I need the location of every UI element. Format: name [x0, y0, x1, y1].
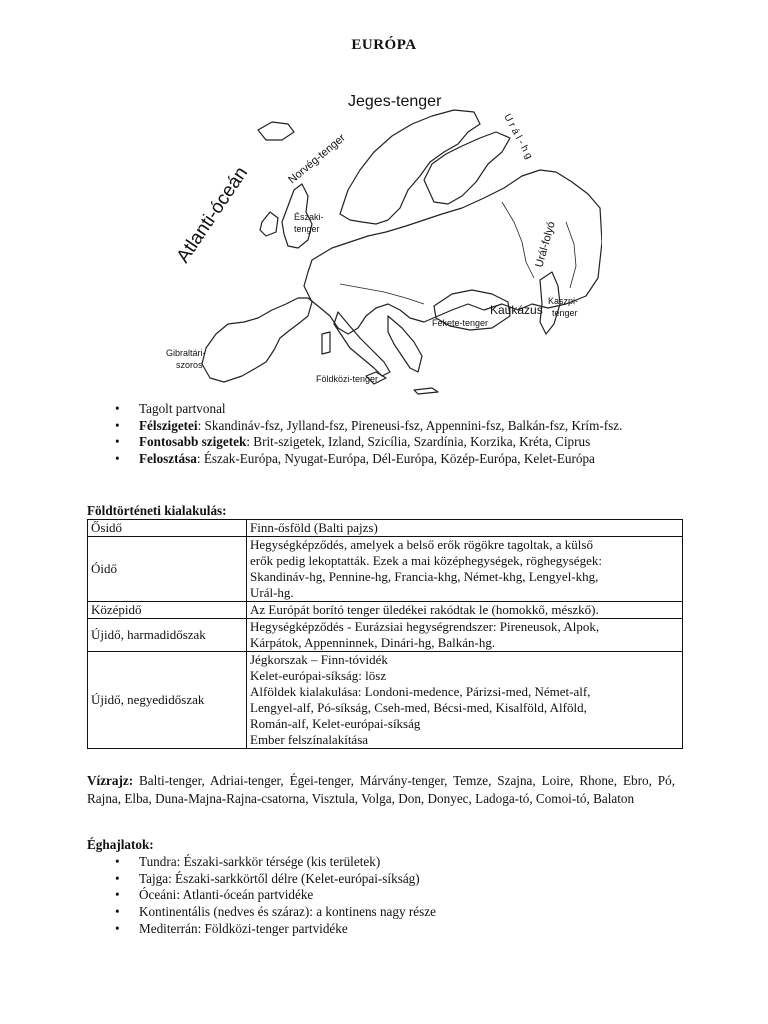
era-cell: Ősidő [88, 520, 247, 537]
hydrography-label: Vízrajz: [87, 773, 134, 788]
map-label-fekete-tenger: Fekete-tenger [432, 318, 489, 328]
list-item: • Mediterrán: Földközi-tenger partvidéke [113, 921, 676, 938]
map-label-ural-hg: U r á l - h g [501, 112, 535, 162]
europe-map [162, 72, 602, 398]
scandinavia-outline [340, 110, 480, 224]
era-cell: Újidő, negyedidőszak [88, 652, 247, 749]
era-cell: Középidő [88, 602, 247, 619]
map-label-atlanti-ocean: Atlanti-óceán [172, 163, 253, 267]
map-label-gibraltar-1: Gibraltári- [166, 348, 206, 358]
description-cell: Hegységképződés - Eurázsiai hegységrendszer: Pireneusok, Alpok, Kárpátok, Appenninnek, Dinári-hg, Balkán-hg. [247, 619, 683, 652]
sardinia-outline [322, 332, 330, 354]
crete-outline [414, 388, 438, 394]
map-label-kaszpi-tenger-2: tenger [552, 308, 578, 318]
map-label-kaszpi-tenger-1: Kaszpi- [548, 296, 579, 306]
table-row [88, 520, 683, 537]
era-cell: Óidő [88, 537, 247, 602]
facts-list [113, 401, 676, 468]
hydrography-text: Balti-tenger, Adriai-tenger, Égei-tenger, Márvány-tenger, Temze, Szajna, Loire, Rhone, Ebro, Pó, Rajna, Elba, Duna-Majna-Rajna-csatorna, Visztula, Volga, Don, Donyec, Ladoga-tó, Comoi-tó, Balaton [87, 773, 675, 806]
danube-river [340, 284, 424, 304]
fact-szigetek: • Fontosabb szigetek: Brit-szigetek, Izland, Szicília, Szardínia, Korzika, Kréta, Ciprus [113, 434, 676, 451]
page-title: EURÓPA [351, 37, 417, 53]
geology-table [87, 519, 683, 749]
description-cell: Hegységképződés, amelyek a belső erők rögökre tagoltak, a külső erők pedig lekoptatták. Ezek a mai középhegységek, röghegységek: Skandináv-hg, Pennine-hg, Francia-khg, Német-khg, Lengyel-khg, Urál-hg. [247, 537, 683, 602]
map-label-jeges-tenger: Jeges-tenger [348, 93, 442, 110]
map-label-eszaki-tenger-2: tenger [294, 224, 320, 234]
ireland-outline [260, 212, 278, 236]
finland-outline [424, 132, 510, 204]
table-row [88, 652, 683, 749]
table-row [88, 602, 683, 619]
list-item: • Kontinentális (nedves és száraz): a kontinens nagy része [113, 904, 676, 921]
map-label-kaukazus: Kaukázus [490, 303, 543, 317]
map-label-foldkozi-tenger: Földközi-tenger [316, 374, 379, 384]
description-cell: Finn-ősföld (Balti pajzs) [247, 520, 683, 537]
volga-river [502, 202, 534, 278]
ural-river [566, 222, 576, 288]
list-item: • Óceáni: Atlanti-óceán partvidéke [113, 887, 676, 904]
era-cell: Újidő, harmadidőszak [88, 619, 247, 652]
hydrography-paragraph [87, 772, 675, 807]
europe-map-drawing [162, 72, 602, 398]
fact-felszigetei: • Félszigetei: Skandináv-fsz, Jylland-fsz, Pireneusi-fsz, Appennini-fsz, Balkán-fsz, Krím-fsz. [113, 418, 676, 435]
list-item: • Tajga: Északi-sarkkörtől délre (Kelet-európai-síkság) [113, 871, 676, 888]
geology-heading: Földtörténeti kialakulás: [87, 503, 227, 518]
climate-list [113, 854, 676, 938]
map-label-norveg-tenger: Norvég-tenger [286, 131, 348, 187]
list-item: • Tundra: Északi-sarkkör térsége (kis területek) [113, 854, 676, 871]
map-label-eszaki-tenger-1: Északi- [294, 212, 324, 222]
table-row [88, 537, 683, 602]
description-cell: Az Európát borító tenger üledékei rakódtak le (homokkő, mészkő). [247, 602, 683, 619]
map-label-gibraltar-2: szoros [176, 360, 203, 370]
fact-partvonal: • Tagolt partvonal [113, 401, 676, 418]
fact-felosztasa: • Felosztása: Észak-Európa, Nyugat-Európa, Dél-Európa, Közép-Európa, Kelet-Európa [113, 451, 676, 468]
continent-outline [202, 170, 602, 382]
description-cell: Jégkorszak – Finn-tóvidék Kelet-európai-síkság: lösz Alföldek kialakulása: Londoni-medence, Párizsi-med, Német-alf, Lengyel-alf, Pó-síkság, Cseh-med, Bécsi-med, Kisalföld, Alföld, Román-alf, Kelet-európai-síkság Ember felszínalakítása [247, 652, 683, 749]
table-row [88, 619, 683, 652]
map-label-ural-folyo: Urál-folyó [533, 220, 558, 269]
iceland-outline [258, 122, 294, 140]
climate-heading: Éghajlatok: [87, 837, 154, 852]
balkan-outline [388, 316, 422, 372]
